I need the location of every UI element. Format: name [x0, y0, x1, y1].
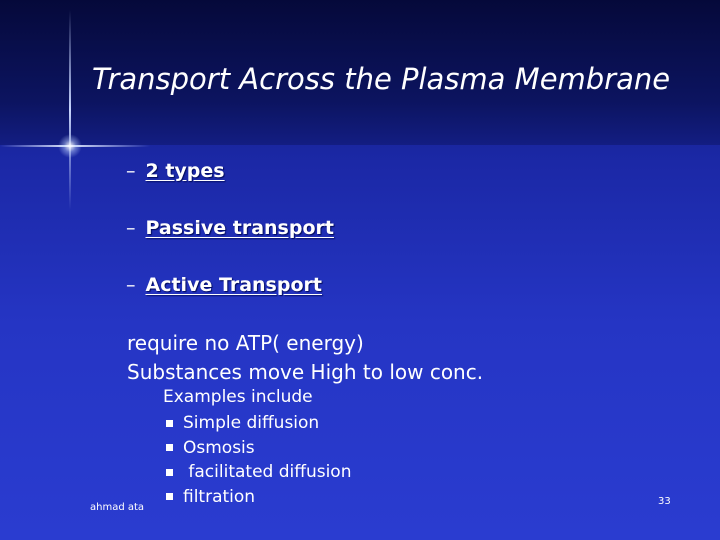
list-item	[163, 485, 351, 510]
dash-marker: –	[126, 274, 136, 296]
footer-author: ahmad ata	[90, 502, 145, 513]
list-item-text: filtration	[183, 486, 256, 507]
square-bullet-icon	[166, 420, 173, 427]
examples-heading: Examples include	[163, 387, 313, 407]
list-item-text: facilitated diffusion	[183, 462, 352, 483]
dash-item-text: Active Transport	[145, 274, 322, 296]
page-number: 33	[658, 496, 671, 507]
square-bullet-icon	[166, 444, 173, 451]
slide-title: Transport Across the Plasma Membrane	[92, 62, 671, 96]
dash-item-active	[126, 274, 322, 296]
list-item	[163, 436, 351, 461]
dash-marker: –	[126, 217, 136, 239]
dash-marker: –	[126, 160, 136, 182]
dash-item-types	[126, 160, 225, 182]
dash-item-text: 2 types	[145, 160, 225, 182]
list-item	[163, 460, 351, 485]
square-bullet-icon	[166, 493, 173, 500]
list-item	[163, 411, 351, 436]
dash-item-text: Passive transport	[145, 217, 334, 239]
star-sparkle-vertical	[69, 10, 71, 210]
list-item-text: Simple diffusion	[183, 413, 320, 434]
body-line-atp: require no ATP( energy)	[127, 331, 364, 355]
examples-list	[163, 411, 351, 509]
dash-item-passive	[126, 217, 334, 239]
list-item-text: Osmosis	[183, 437, 255, 458]
star-sparkle-icon	[58, 134, 82, 158]
square-bullet-icon	[166, 469, 173, 476]
body-line-gradient: Substances move High to low conc.	[127, 360, 484, 384]
